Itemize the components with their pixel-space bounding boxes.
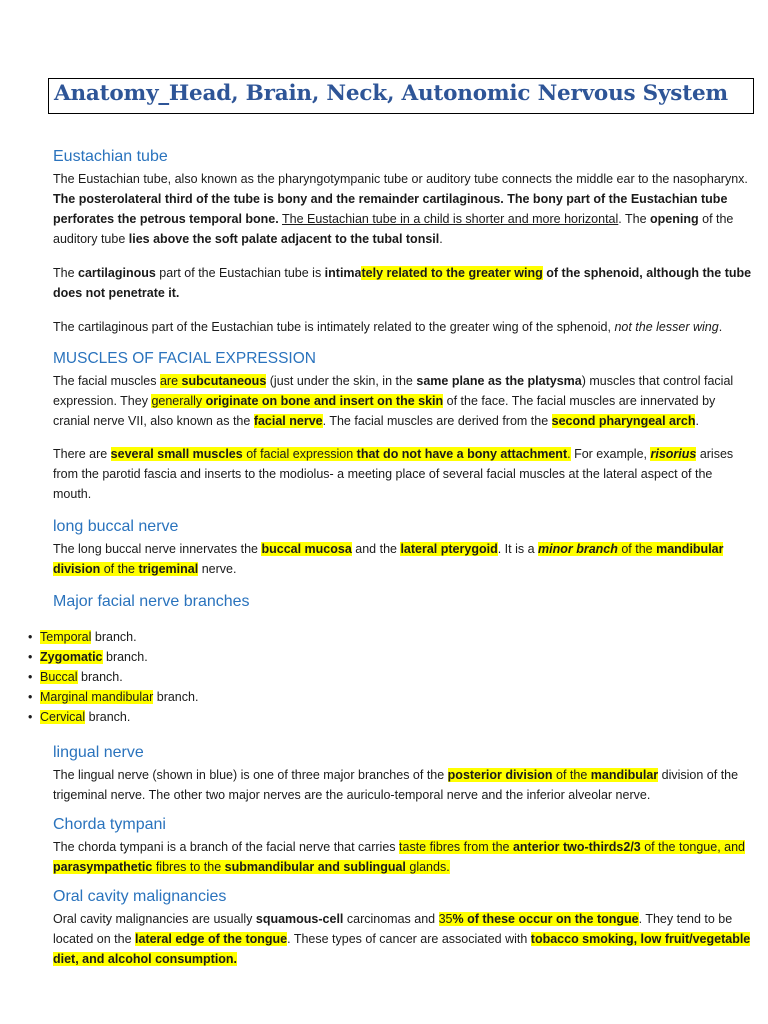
text-run: cartilaginous <box>78 266 156 280</box>
text-run: . <box>718 320 723 334</box>
text-run: The Eustachian tube, also known as the pharyngotympanic tube or auditory tube connects the middle ear to the nasopharynx. <box>53 172 748 186</box>
heading-eustachian-tube: Eustachian tube <box>53 148 168 165</box>
list-item <box>28 687 753 707</box>
text-run: nerve. <box>198 562 237 576</box>
text-run: posterior division <box>447 768 553 782</box>
paragraph <box>53 317 753 337</box>
text-run: ) muscles that control facial expression. They <box>53 374 734 408</box>
document-body <box>28 148 753 969</box>
list-item <box>28 667 753 687</box>
text-run: buccal mucosa <box>261 542 352 556</box>
text-run: squamous-cell <box>255 912 344 926</box>
text-run: Marginal mandibular <box>40 690 154 704</box>
text-run: Oral cavity malignancies are usually <box>53 912 256 926</box>
text-run: of the face. The facial muscles are innervated by cranial nerve VII, also known as the <box>53 394 716 428</box>
text-run: . It is a <box>497 542 538 556</box>
text-run: lateral edge of the tongue <box>135 932 288 946</box>
text-run: glands. <box>405 860 450 874</box>
text-run: minor branch <box>538 542 618 556</box>
text-run: generally <box>151 394 206 408</box>
heading-long-buccal-nerve: long buccal nerve <box>53 518 179 535</box>
bullet-icon: • <box>28 630 33 644</box>
heading-oral-cavity: Oral cavity malignancies <box>53 888 227 905</box>
text-run: lies above the soft palate adjacent to the tubal tonsil <box>128 232 440 246</box>
paragraph <box>53 909 753 969</box>
heading-facial-nerve-branches: Major facial nerve branches <box>53 593 250 610</box>
text-run: carcinomas and <box>343 912 439 926</box>
text-run: branch. <box>153 690 199 704</box>
text-run: . <box>439 232 443 246</box>
text-run: Zygomatic <box>40 650 103 664</box>
text-run: tobacco smoking, low fruit/vegetable diet, and alcohol consumption. <box>53 932 751 966</box>
text-run: facial nerve <box>253 414 323 428</box>
paragraph <box>53 371 753 431</box>
text-run: . <box>567 447 571 461</box>
text-run: mandibular division <box>53 542 724 576</box>
text-run: branch. <box>91 630 137 644</box>
text-run: Temporal <box>40 630 92 644</box>
paragraph <box>53 765 753 805</box>
bullet-icon: • <box>28 710 33 724</box>
text-run: of the <box>552 768 591 782</box>
text-run: . These types of cancer are associated with <box>287 932 531 946</box>
list-item <box>28 707 753 727</box>
heading-chorda-tympani: Chorda tympani <box>53 816 166 833</box>
text-run: Cervical <box>40 710 86 724</box>
text-run: The chorda tympani is a branch of the facial nerve that carries <box>53 840 400 854</box>
text-run: 35 <box>438 912 453 926</box>
heading-facial-muscles: MUSCLES OF FACIAL EXPRESSION <box>53 350 316 367</box>
text-run: Buccal <box>40 670 78 684</box>
text-run: intima <box>324 266 362 280</box>
text-run: branch. <box>85 710 131 724</box>
paragraph <box>53 169 753 249</box>
text-run: The Eustachian tube in a child is shorter and more horizontal <box>281 212 619 226</box>
text-run: The facial muscles <box>53 374 160 388</box>
text-run: of the auditory tube <box>53 212 734 246</box>
text-run: lateral pterygoid <box>400 542 498 556</box>
text-run: . The facial muscles are derived from the <box>322 414 552 428</box>
text-run: There are <box>53 447 111 461</box>
text-run: The posterolateral third of the tube is bony and the remainder cartilaginous. The bony part of the Eustachian tube perforates the petrous temporal bone. <box>53 192 728 226</box>
text-run: not the lesser wing <box>614 320 719 334</box>
text-run: and the <box>351 542 401 556</box>
text-run: risorius <box>650 447 697 461</box>
text-run: of facial expression <box>242 447 357 461</box>
branch-list <box>28 627 753 727</box>
text-run: originate on bone and insert on the skin <box>205 394 444 408</box>
bullet-icon: • <box>28 650 33 664</box>
text-run: subcutaneous <box>181 374 267 388</box>
text-run: . <box>695 414 699 428</box>
text-run: opening <box>650 212 699 226</box>
text-run: The long buccal nerve innervates the <box>53 542 262 556</box>
text-run: part of the Eustachian tube is <box>155 266 325 280</box>
text-run: (just under the skin, in the <box>266 374 417 388</box>
text-run: branch. <box>102 650 148 664</box>
text-run: same plane as the platysma <box>416 374 582 388</box>
text-run: of the <box>617 542 657 556</box>
text-run: The <box>53 266 79 280</box>
text-run: taste fibres from the <box>399 840 513 854</box>
paragraph <box>53 837 753 877</box>
text-run: The lingual nerve (shown in blue) is one of three major branches of the <box>53 768 448 782</box>
text-run: mandibular <box>590 768 659 782</box>
text-run: arises from the parotid fascia and inserts to the modiolus- a meeting place of several facial muscles at the lateral aspect of the mouth. <box>53 447 734 501</box>
text-run: . The <box>618 212 651 226</box>
text-run: tely related to the greater wing <box>361 266 543 280</box>
document-title: Anatomy_Head, Brain, Neck, Autonomic Nervous System <box>54 81 728 106</box>
text-run: fibres to the <box>152 860 225 874</box>
paragraph <box>53 263 753 303</box>
text-run: submandibular and sublingual <box>224 860 406 874</box>
text-run: of the sphenoid, although the tube does not penetrate it. <box>53 266 752 300</box>
text-run: parasympathetic <box>53 860 153 874</box>
text-run: of the <box>100 562 139 576</box>
heading-lingual-nerve: lingual nerve <box>53 744 144 761</box>
text-run: . They tend to be located on the <box>53 912 733 946</box>
bullet-icon: • <box>28 690 33 704</box>
text-run: several small muscles <box>110 447 243 461</box>
text-run: branch. <box>77 670 123 684</box>
text-run: second pharyngeal arch <box>551 414 696 428</box>
text-run: division of the trigeminal nerve. The other two major nerves are the auriculo-temporal nerve and the inferior alveolar nerve. <box>53 768 739 802</box>
text-run: % of these occur on the tongue <box>452 912 639 926</box>
document-title-box <box>48 78 754 114</box>
list-item <box>28 647 753 667</box>
text-run: are <box>159 374 182 388</box>
text-run: that do not have a bony attachment <box>356 447 568 461</box>
bullet-icon: • <box>28 670 33 684</box>
text-run: For example, <box>570 447 651 461</box>
text-run: The cartilaginous part of the Eustachian tube is intimately related to the greater wing of the sphenoid, <box>53 320 615 334</box>
paragraph <box>53 444 753 504</box>
paragraph <box>53 539 753 579</box>
list-item <box>28 627 753 647</box>
text-run: of the tongue, and <box>640 840 746 854</box>
text-run: trigeminal <box>138 562 199 576</box>
text-run: anterior two-thirds2/3 <box>512 840 641 854</box>
